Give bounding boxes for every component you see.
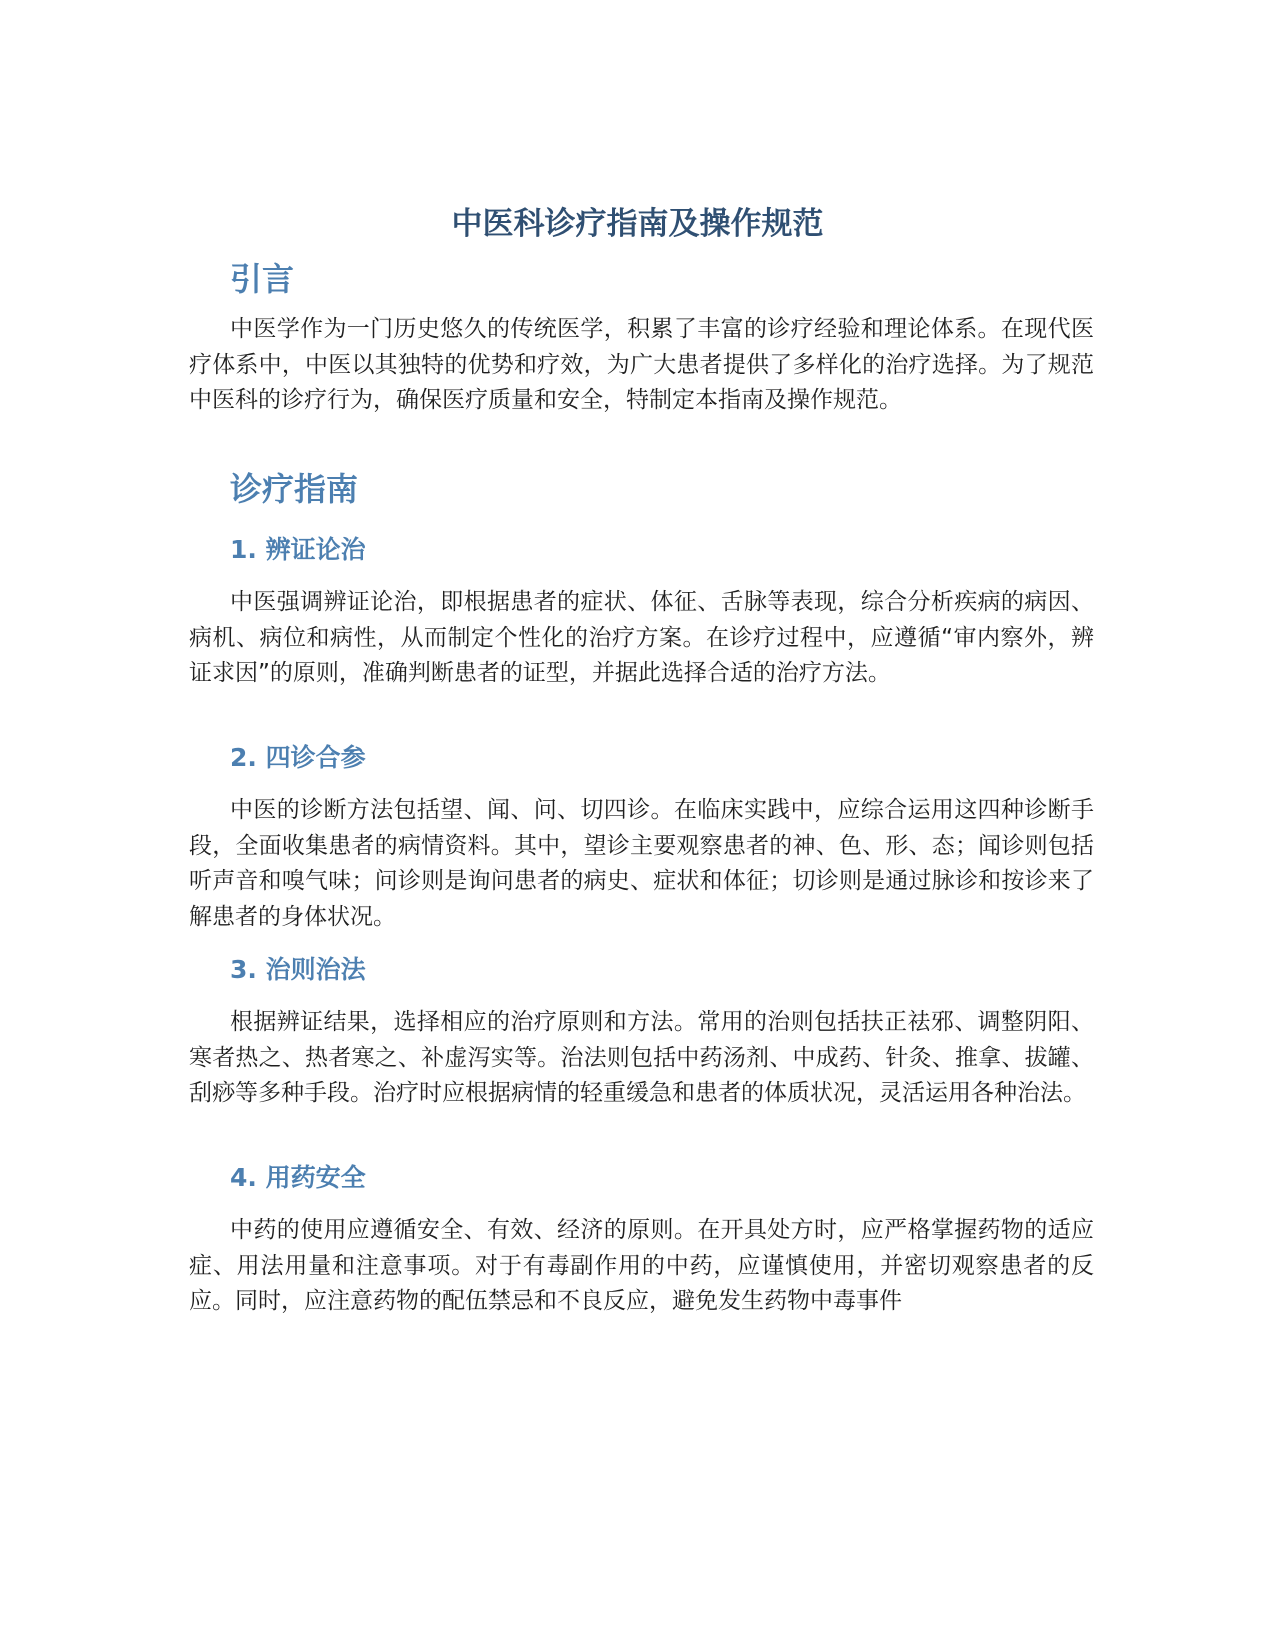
- subsection-paragraph-4: 中药的使用应遵循安全、有效、经济的原则。在开具处方时，应严格掌握药物的适应症、用法用量和注意事项。对于有毒副作用的中药，应谨慎使用，并密切观察患者的反应。同时，应注意药物的配伍禁忌和不良反应，避免发生药物中毒事件: [189, 1217, 1094, 1314]
- introduction-paragraph: 中医学作为一门历史悠久的传统医学，积累了丰富的诊疗经验和理论体系。在现代医疗体系中，中医以其独特的优势和疗效，为广大患者提供了多样化的治疗选择。为了规范中医科的诊疗行为，确保医疗质量和安全，特制定本指南及操作规范。: [189, 316, 1094, 413]
- section-heading-guidelines: 诊疗指南: [230, 470, 359, 508]
- subsection-heading-2: 2. 四诊合参: [230, 743, 366, 772]
- subsection-paragraph-1: 中医强调辨证论治，即根据患者的症状、体征、舌脉等表现，综合分析疾病的病因、病机、病位和病性，从而制定个性化的治疗方案。在诊疗过程中，应遵循“审内察外，辨证求因”的原则，准确判断患者的证型，并据此选择合适的治疗方法。: [189, 589, 1094, 686]
- section-heading-introduction: 引言: [230, 260, 295, 298]
- subsection-paragraph-2: 中医的诊断方法包括望、闻、问、切四诊。在临床实践中，应综合运用这四种诊断手段，全面收集患者的病情资料。其中，望诊主要观察患者的神、色、形、态；闻诊则包括听声音和嗅气味；问诊则是询问患者的病史、症状和体征；切诊则是通过脉诊和按诊来了解患者的身体状况。: [189, 797, 1094, 930]
- document-title: 中医科诊疗指南及操作规范: [451, 206, 824, 242]
- subsection-heading-1: 1. 辨证论治: [230, 535, 366, 564]
- subsection-paragraph-3: 根据辨证结果，选择相应的治疗原则和方法。常用的治则包括扶正祛邪、调整阴阳、寒者热之、热者寒之、补虚泻实等。治法则包括中药汤剂、中成药、针灸、推拿、拔罐、刮痧等多种手段。治疗时应根据病情的轻重缓急和患者的体质状况，灵活运用各种治法。: [189, 1009, 1094, 1106]
- subsection-heading-4: 4. 用药安全: [230, 1163, 366, 1192]
- subsection-heading-3: 3. 治则治法: [230, 955, 366, 984]
